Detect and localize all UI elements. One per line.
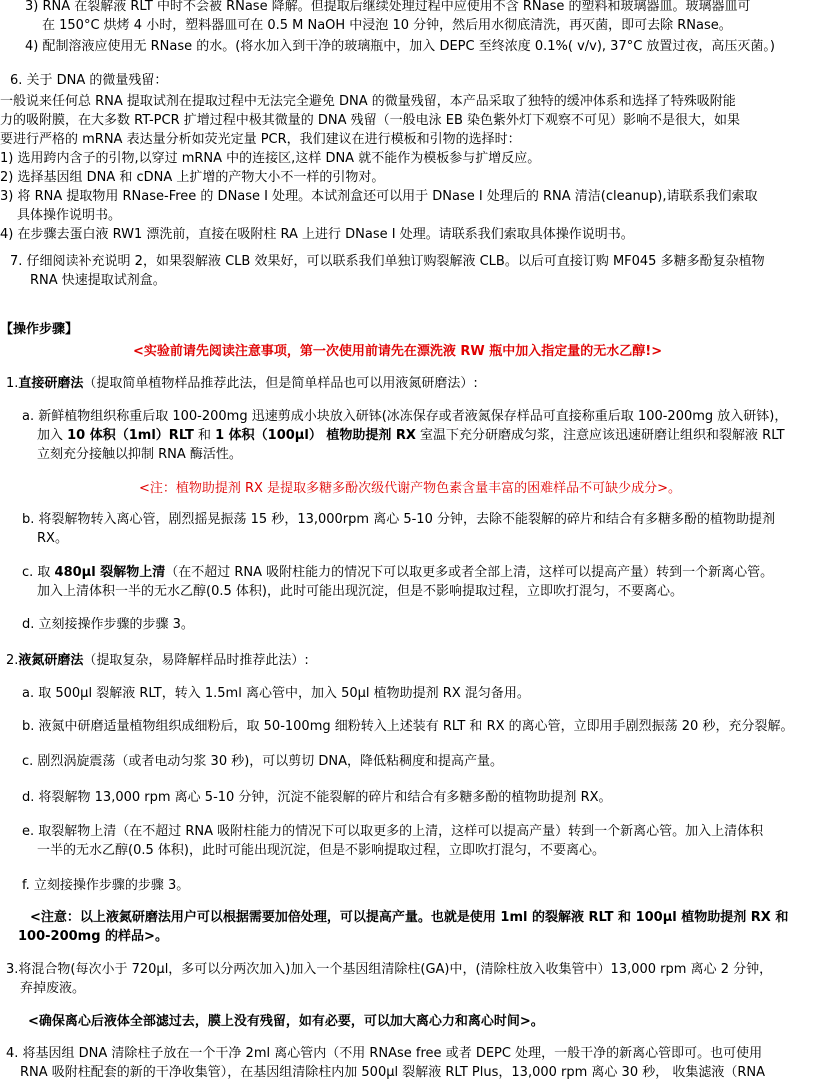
text-line: c. 取 480µl 裂解物上清（在不超过 RNA 吸附柱能力的情况下可以取更多或者全部上清，这样可以提高产量）转到一个新离心管。 — [22, 565, 774, 580]
method-1-heading — [6, 374, 478, 393]
method-1-step-d: d. 立刻接操作步骤的步骤 3。 — [22, 617, 194, 632]
intro-item-3 — [25, 0, 750, 35]
method-1-note: <注：植物助提剂 RX 是提取多糖多酚次级代谢产物色素含量丰富的困难样品不可缺少成分>。 — [139, 481, 681, 496]
method-2-step-e — [22, 822, 763, 860]
method-description: （提取复杂，易降解样品时推荐此法）: — [83, 653, 309, 668]
intro-item-4 — [25, 37, 775, 56]
text-line: 4. 将基因组 DNA 清除柱子放在一个干净 2ml 离心管内（不用 RNAse free 或者 DEPC 处理，一般干净的新离心管即可。也可使用 — [6, 1046, 763, 1061]
method-name: 直接研磨法 — [18, 376, 84, 391]
text-line: 1) 选用跨内含子的引物,以穿过 mRNA 中的连接区,这样 DNA 就不能作为模板参与扩增反应。 — [0, 151, 541, 166]
text-line: 4) 配制溶液应使用无 RNase 的水。(将水加入到干净的玻璃瓶中，加入 DEPC 至终浓度 0.1%( v/v), 37°C 放置过夜，高压灭菌。) — [25, 39, 776, 54]
note-7 — [10, 252, 765, 290]
method-description: （提取简单植物样品推荐此法，但是简单样品也可以用液氮研磨法）: — [83, 376, 478, 391]
note-6 — [10, 71, 167, 90]
text-line: b. 将裂解物转入离心管，剧烈摇晃振荡 15 秒，13,000rpm 离心 5-10 分钟，去除不能裂解的碎片和结合有多糖多酚的植物助提剂 — [22, 512, 775, 527]
text-line: 7. 仔细阅读补充说明 2，如果裂解液 CLB 效果好，可以联系我们单独订购裂解液 CLB。以后可直接订购 MF045 多糖多酚复杂植物 — [10, 254, 765, 269]
text-line: 具体操作说明书。 — [17, 208, 122, 223]
method-2-step-b: b. 液氮中研磨适量植物组织成细粉后，取 50-100mg 细粉转入上述装有 RLT 和 RX 的离心管，立即用手剧烈振荡 20 秒，充分裂解。 — [22, 719, 794, 734]
text-line: <注意：以上液氮研磨法用户可以根据需要加倍处理，可以提高产量。也就是使用 1ml 的裂解液 RLT 和 100µl 植物助提剂 RX 和 — [30, 910, 789, 925]
text-line: 立刻充分接触以抑制 RNA 酶活性。 — [37, 447, 242, 462]
text-line: RNA 快速提取试剂盒。 — [30, 273, 166, 288]
text-line: 一半的无水乙醇(0.5 体积)，此时可能出现沉淀，但是不影响提取过程，立即吹打混匀，不要离心。 — [37, 843, 605, 858]
text-line: RX。 — [37, 531, 68, 546]
text-line: 弃掉废液。 — [20, 981, 86, 996]
text-line: 3.将混合物(每次小于 720µl，多可以分两次加入)加入一个基因组清除柱(GA)中，(清除柱放入收集管中）13,000 rpm 离心 2 分钟， — [6, 962, 773, 977]
step-3 — [6, 960, 772, 998]
text-line: 在 150°C 烘烤 4 小时，塑料器皿可在 0.5 M NaOH 中浸泡 10 分钟，然后用水彻底清洗，再灭菌，即可去除 RNase。 — [42, 18, 732, 33]
method-2-step-f: f. 立刻接操作步骤的步骤 3。 — [22, 878, 190, 893]
text-line: 一般说来任何总 RNA 提取试剂在提取过程中无法完全避免 DNA 的微量残留，本产品采取了独特的缓冲体系和选择了特殊吸附能 — [0, 94, 736, 109]
text-line: 加入上清体积一半的无水乙醇(0.5 体积)，此时可能出现沉淀，但是不影响提取过程，立即吹打混匀，不要离心。 — [37, 584, 683, 599]
method-name: 液氮研磨法 — [18, 653, 84, 668]
step-4 — [6, 1044, 765, 1082]
text-line: e. 取裂解物上清（在不超过 RNA 吸附柱能力的情况下可以取更多的上清，这样可以提高产量）转到一个新离心管。加入上清体积 — [22, 824, 764, 839]
text-line: RNA 吸附柱配套的新的干净收集管），在基因组清除柱内加 500µl 裂解液 RLT Plus，13,000 rpm 离心 30 秒， 收集滤液（RNA — [20, 1065, 765, 1080]
text-line: 3) 将 RNA 提取物用 RNase-Free 的 DNase I 处理。本试剂盒还可以用于 DNase I 处理后的 RNA 清洁(cleanup),请联系我们索取 — [0, 189, 758, 204]
note-6-title: 6. 关于 DNA 的微量残留： — [10, 73, 168, 88]
text-line: 要进行严格的 mRNA 表达量分析如荧光定量 PCR，我们建议在进行模板和引物的选择时： — [0, 132, 521, 147]
text-line: 加入 10 体积（1ml）RLT 和 1 体积（100µl） 植物助提剂 RX 室温下充分研磨成匀浆，注意应该迅速研磨让组织和裂解液 RLT — [37, 428, 785, 443]
note-6-body — [0, 92, 757, 244]
method-2-step-a: a. 取 500µl 裂解液 RLT，转入 1.5ml 离心管中，加入 50µl 植物助提剂 RX 混匀备用。 — [22, 686, 530, 701]
method-number: 2. — [6, 653, 19, 668]
method-1-step-c — [22, 563, 773, 601]
text-line: a. 新鲜植物组织称重后取 100-200mg 迅速剪成小块放入研钵(冰冻保存或者液氮保存样品可直接称重后取 100-200mg 放入研钵)， — [22, 409, 788, 424]
text-line: 2) 选择基因组 DNA 和 cDNA 上扩增的产物大小不一样的引物对。 — [0, 170, 385, 185]
method-1-step-b — [22, 510, 775, 548]
section-warning: <实验前请先阅读注意事项，第一次使用前请先在漂洗液 RW 瓶中加入指定量的无水乙醇!> — [133, 344, 663, 359]
method-2-step-d: d. 将裂解物 13,000 rpm 离心 5-10 分钟，沉淀不能裂解的碎片和结合有多糖多酚的植物助提剂 RX。 — [22, 790, 612, 805]
method-2-step-c: c. 剧烈涡旋震荡（或者电动匀浆 30 秒)，可以剪切 DNA，降低粘稠度和提高产量。 — [22, 754, 504, 769]
method-2-heading — [6, 651, 309, 670]
text-line: 3) RNA 在裂解液 RLT 中时不会被 RNase 降解。但提取后继续处理过程中应使用不含 RNase 的塑料和玻璃器皿。玻璃器皿可 — [25, 0, 751, 14]
method-1-step-a — [22, 407, 787, 464]
step-3-note: <确保离心后液体全部滤过去，膜上没有残留，如有必要，可以加大离心力和离心时间>。 — [28, 1014, 544, 1029]
text-line: 力的吸附膜，在大多数 RT-PCR 扩增过程中极其微量的 DNA 残留（一般电泳 EB 染色紫外灯下观察不可见）影响不是很大，如果 — [0, 113, 741, 128]
section-title: 【操作步骤】 — [0, 322, 79, 337]
text-line: 4) 在步骤去蛋白液 RW1 漂洗前，直接在吸附柱 RA 上进行 DNase I 处理。请联系我们索取具体操作说明书。 — [0, 227, 634, 242]
method-2-note — [18, 908, 788, 946]
method-number: 1. — [6, 376, 19, 391]
text-line: 100-200mg 的样品>。 — [18, 929, 168, 944]
